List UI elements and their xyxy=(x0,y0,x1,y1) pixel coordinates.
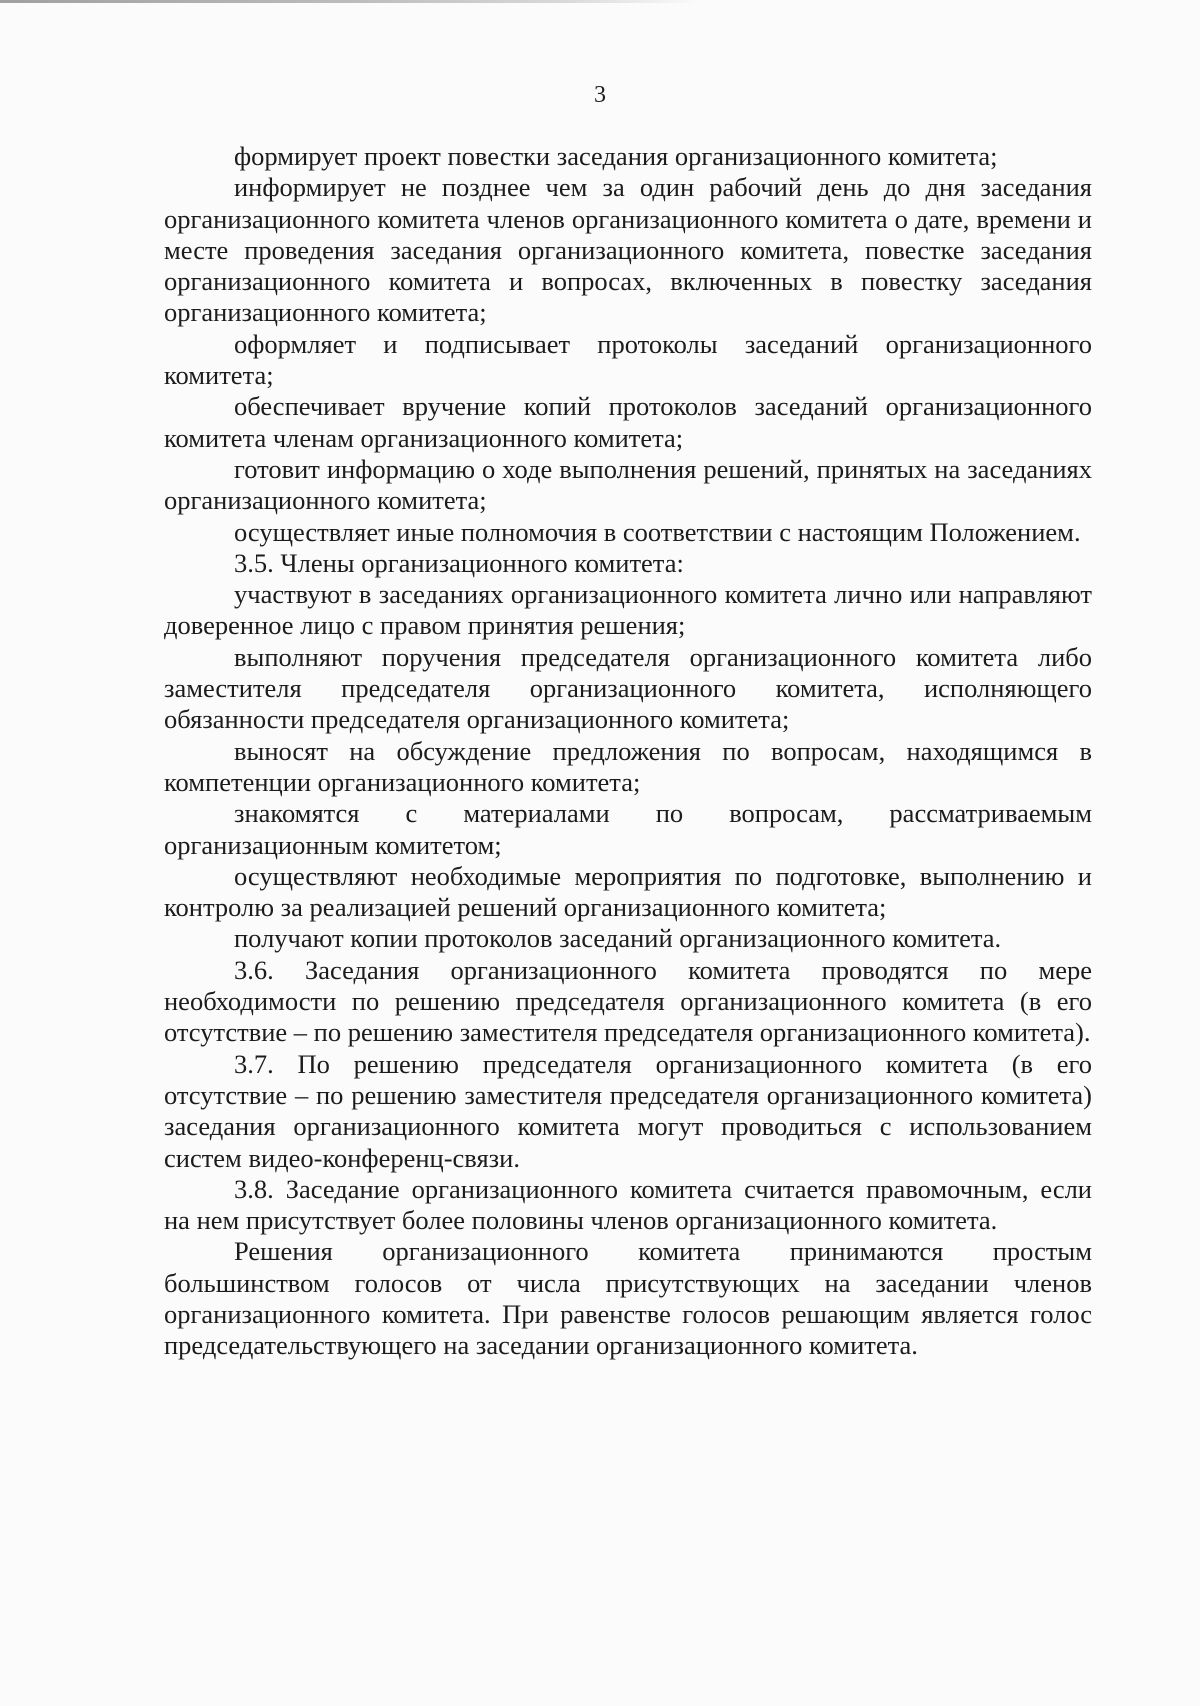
paragraph: выполняют поручения председателя организационного комитета либо заместителя председателя организационного комитета, исполняющего обязанности председателя организационного комитета; xyxy=(164,641,1092,735)
paragraph: информирует не позднее чем за один рабочий день до дня заседания организационного комитета членов организационного комитета о дате, времени и месте проведения заседания организационного комитета, повестке заседания организационного комитета и вопросах, включенных в повестку заседания организационного комитета; xyxy=(164,172,1092,328)
paragraph: Решения организационного комитета принимаются простым большинством голосов от числа присутствующих на заседании членов организационного комитета. При равенстве голосов решающим является голос председательствующего на заседании организационного комитета. xyxy=(164,1236,1092,1361)
paragraph: обеспечивает вручение копий протоколов заседаний организационного комитета членам организационного комитета; xyxy=(164,391,1092,453)
document-body xyxy=(164,141,1092,1362)
paragraph: получают копии протоколов заседаний организационного комитета. xyxy=(234,923,1002,954)
section-heading-3-5: 3.5. Члены организационного комитета: xyxy=(234,547,684,578)
paragraph: осуществляет иные полномочия в соответствии с настоящим Положением. xyxy=(234,516,1081,547)
paragraph: участвуют в заседаниях организационного комитета лично или направляют доверенное лицо с правом принятия решения; xyxy=(164,579,1092,641)
page-number: 3 xyxy=(594,82,606,108)
clause-3-7: 3.7. По решению председателя организационного комитета (в его отсутствие – по решению заместителя председателя организационного комитета) заседания организационного комитета могут проводиться с использованием систем видео-конференц-связи. xyxy=(164,1048,1092,1173)
paragraph: осуществляют необходимые мероприятия по подготовке, выполнению и контролю за реализацией решений организационного комитета; xyxy=(164,860,1092,923)
scan-edge-shadow xyxy=(0,0,700,3)
clause-3-8: 3.8. Заседание организационного комитета считается правомочным, если на нем присутствует более половины членов организационного комитета. xyxy=(164,1173,1092,1236)
paragraph: формирует проект повестки заседания организационного комитета; xyxy=(234,141,998,171)
paragraph: знакомятся с материалами по вопросам, рассматриваемым организационным комитетом; xyxy=(164,798,1092,860)
paragraph: оформляет и подписывает протоколы заседаний организационного комитета; xyxy=(164,328,1092,391)
clause-3-6: 3.6. Заседания организационного комитета проводятся по мере необходимости по решению председателя организационного комитета (в его отсутствие – по решению заместителя председателя организационного комитета). xyxy=(164,954,1092,1048)
paragraph: готовит информацию о ходе выполнения решений, принятых на заседаниях организационного комитета; xyxy=(164,453,1092,516)
paragraph: выносят на обсуждение предложения по вопросам, находящимся в компетенции организационного комитета; xyxy=(164,735,1092,797)
